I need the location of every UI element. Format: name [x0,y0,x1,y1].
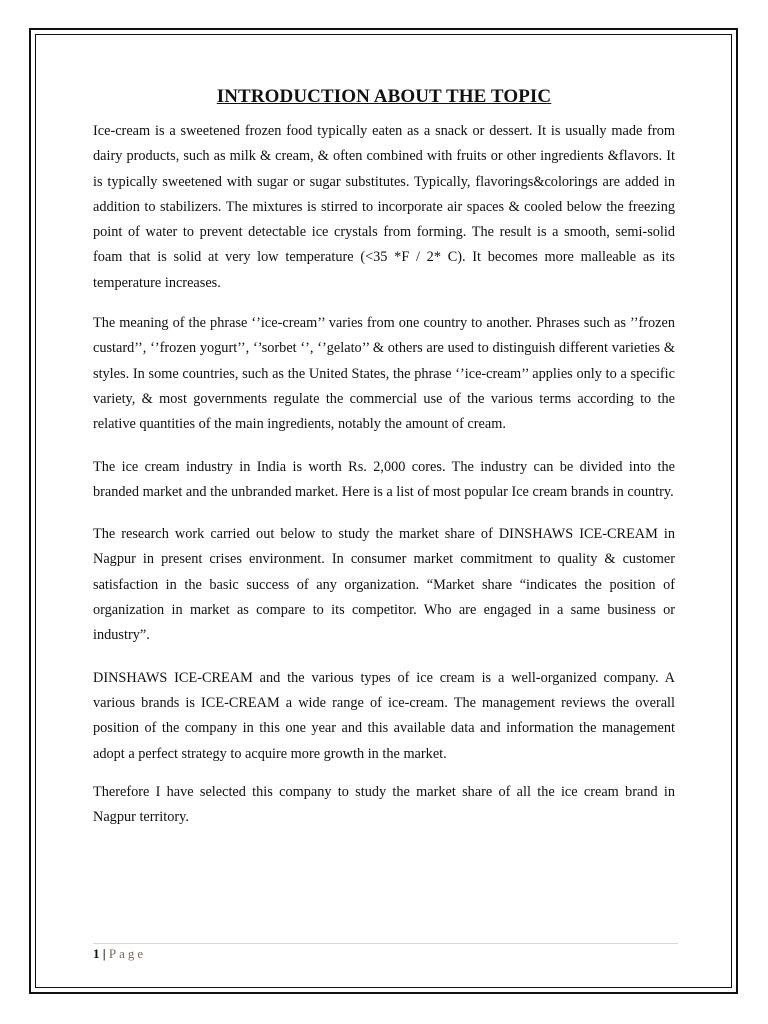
page-label: Page [108,946,147,961]
paragraph-company: DINSHAWS ICE-CREAM and the various types of ice cream is a well-organized company. A various brands is ICE-CREAM a wide range of ice-cream. The management reviews the overall position of the company in this one year and this available data and information the management adopt a perfect strategy to acquire more growth in the market. [93,669,675,762]
page-content [93,86,675,830]
page-title: INTRODUCTION ABOUT THE TOPIC [216,86,552,107]
page-footer [93,946,146,962]
paragraph-industry: The ice cream industry in India is worth Rs. 2,000 cores. The industry can be divided into the branded market and the unbranded market. Here is a list of most popular Ice cream brands in country. [93,458,675,500]
paragraph-conclusion: Therefore I have selected this company to study the market share of all the ice cream brand in Nagpur territory. [93,783,675,826]
paragraph-meaning: The meaning of the phrase ‘’ice-cream’’ varies from one country to another. Phrases such as ’’frozen custard’’, ‘’frozen yogurt’’, ‘’sorbet ‘’, ‘’gelato’’ & others are used to distinguish different varieties & styles. In some countries, such as the United States, the phrase ‘’ice-cream’’ applies only to a specific variety, & most governments regulate the commercial use of the various terms according to the relative quantities of the main ingredients, notably the amount of cream. [93,315,675,433]
paragraph-research: The research work carried out below to study the market share of DINSHAWS ICE-CREAM in Nagpur in present crises environment. In consumer market commitment to quality & customer satisfaction in the basic success of any organization. “Market share “indicates the position of organization in market as compare to its competitor. Who are engaged in a same business or industry”. [93,526,675,644]
page-number: 1 [93,946,100,961]
footer-separator: | [99,946,109,961]
paragraph-intro: Ice-cream is a sweetened frozen food typically eaten as a snack or dessert. It is usually made from dairy products, such as milk & cream, & often combined with fruits or other ingredients &flavors. It is typically sweetened with sugar or sugar substitutes. Typically, flavorings&colorings are added in addition to stabilizers. The mixtures is stirred to incorporate air spaces & cooled below the freezing point of water to prevent detectable ice crystals from forming. The result is a smooth, semi-solid foam that is solid at very low temperature (<35 *F / 2* C). It becomes more malleable as its temperature increases. [93,123,675,291]
footer-rule [93,943,678,944]
